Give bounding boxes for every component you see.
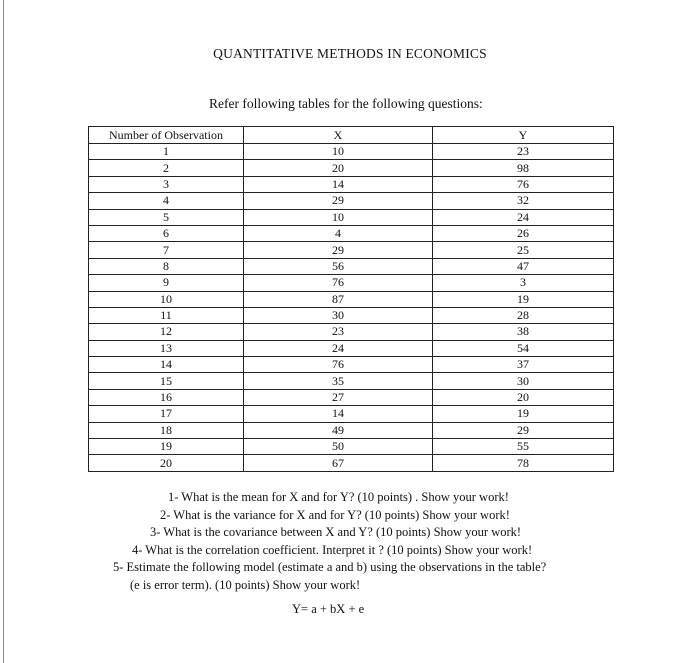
observation-number-cell: 13 bbox=[89, 340, 244, 356]
question-3: 3- What is the covariance between X and Y? (10 points) Show your work! bbox=[150, 525, 522, 540]
table-row bbox=[89, 455, 614, 471]
y-value-cell: 30 bbox=[433, 373, 614, 389]
observation-number-cell: 2 bbox=[89, 160, 244, 176]
header-y: Y bbox=[433, 127, 614, 144]
table-row bbox=[89, 209, 614, 225]
observation-table bbox=[88, 126, 614, 472]
table-row bbox=[89, 422, 614, 438]
observation-number-cell: 20 bbox=[89, 455, 244, 471]
y-value-cell: 25 bbox=[433, 242, 614, 258]
y-value-cell: 32 bbox=[433, 193, 614, 209]
table-row bbox=[89, 406, 614, 422]
y-value-cell: 19 bbox=[433, 406, 614, 422]
header-x: X bbox=[244, 127, 433, 144]
intro-text: Refer following tables for the following questions: bbox=[209, 96, 483, 111]
question-4: 4- What is the correlation coefficient. Interpret it ? (10 points) Show your work! bbox=[132, 542, 533, 557]
question-5: 5- Estimate the following model (estimate a and b) using the observations in the table? bbox=[113, 560, 547, 575]
x-value-cell: 50 bbox=[244, 439, 433, 455]
x-value-cell: 27 bbox=[244, 389, 433, 405]
observation-number-cell: 7 bbox=[89, 242, 244, 258]
y-value-cell: 76 bbox=[433, 176, 614, 192]
table-row bbox=[89, 160, 614, 176]
table-row bbox=[89, 389, 614, 405]
x-value-cell: 10 bbox=[244, 209, 433, 225]
observation-number-cell: 19 bbox=[89, 439, 244, 455]
observation-number-cell: 17 bbox=[89, 406, 244, 422]
x-value-cell: 30 bbox=[244, 307, 433, 323]
x-value-cell: 29 bbox=[244, 242, 433, 258]
table-row bbox=[89, 340, 614, 356]
page-edge-line bbox=[3, 0, 4, 663]
table-row bbox=[89, 373, 614, 389]
y-value-cell: 20 bbox=[433, 389, 614, 405]
observation-number-cell: 5 bbox=[89, 209, 244, 225]
table-row bbox=[89, 291, 614, 307]
y-value-cell: 78 bbox=[433, 455, 614, 471]
y-value-cell: 38 bbox=[433, 324, 614, 340]
observation-number-cell: 18 bbox=[89, 422, 244, 438]
observation-number-cell: 9 bbox=[89, 275, 244, 291]
y-value-cell: 55 bbox=[433, 439, 614, 455]
observation-number-cell: 4 bbox=[89, 193, 244, 209]
observation-number-cell: 14 bbox=[89, 357, 244, 373]
table-header-row bbox=[89, 127, 614, 144]
document-title: QUANTITATIVE METHODS IN ECONOMICS bbox=[213, 46, 487, 61]
x-value-cell: 76 bbox=[244, 275, 433, 291]
observation-number-cell: 12 bbox=[89, 324, 244, 340]
x-value-cell: 56 bbox=[244, 258, 433, 274]
y-value-cell: 37 bbox=[433, 357, 614, 373]
x-value-cell: 35 bbox=[244, 373, 433, 389]
table-row bbox=[89, 275, 614, 291]
observation-number-cell: 6 bbox=[89, 225, 244, 241]
table-row bbox=[89, 357, 614, 373]
question-2: 2- What is the variance for X and for Y? (10 points) Show your work! bbox=[160, 507, 510, 522]
table-body bbox=[89, 144, 614, 472]
x-value-cell: 23 bbox=[244, 324, 433, 340]
x-value-cell: 10 bbox=[244, 144, 433, 160]
observation-number-cell: 1 bbox=[89, 144, 244, 160]
table-row bbox=[89, 439, 614, 455]
x-value-cell: 87 bbox=[244, 291, 433, 307]
x-value-cell: 67 bbox=[244, 455, 433, 471]
header-observation: Number of Observation bbox=[89, 127, 244, 144]
x-value-cell: 20 bbox=[244, 160, 433, 176]
x-value-cell: 4 bbox=[244, 225, 433, 241]
observation-number-cell: 10 bbox=[89, 291, 244, 307]
x-value-cell: 49 bbox=[244, 422, 433, 438]
table-row bbox=[89, 225, 614, 241]
table-row bbox=[89, 242, 614, 258]
table-row bbox=[89, 193, 614, 209]
x-value-cell: 24 bbox=[244, 340, 433, 356]
table-row bbox=[89, 307, 614, 323]
y-value-cell: 29 bbox=[433, 422, 614, 438]
y-value-cell: 26 bbox=[433, 225, 614, 241]
y-value-cell: 23 bbox=[433, 144, 614, 160]
y-value-cell: 19 bbox=[433, 291, 614, 307]
x-value-cell: 76 bbox=[244, 357, 433, 373]
observation-number-cell: 11 bbox=[89, 307, 244, 323]
y-value-cell: 28 bbox=[433, 307, 614, 323]
observation-number-cell: 8 bbox=[89, 258, 244, 274]
table-row bbox=[89, 144, 614, 160]
observation-number-cell: 16 bbox=[89, 389, 244, 405]
y-value-cell: 54 bbox=[433, 340, 614, 356]
y-value-cell: 3 bbox=[433, 275, 614, 291]
x-value-cell: 29 bbox=[244, 193, 433, 209]
question-1: 1- What is the mean for X and for Y? (10 points) . Show your work! bbox=[168, 490, 509, 504]
y-value-cell: 98 bbox=[433, 160, 614, 176]
model-formula: Y= a + bX + e bbox=[292, 602, 365, 616]
x-value-cell: 14 bbox=[244, 406, 433, 422]
observation-number-cell: 15 bbox=[89, 373, 244, 389]
question-5-continued: (e is error term). (10 points) Show your work! bbox=[130, 578, 361, 592]
y-value-cell: 24 bbox=[433, 209, 614, 225]
table-row bbox=[89, 258, 614, 274]
y-value-cell: 47 bbox=[433, 258, 614, 274]
x-value-cell: 14 bbox=[244, 176, 433, 192]
table-row bbox=[89, 176, 614, 192]
table-row bbox=[89, 324, 614, 340]
observation-number-cell: 3 bbox=[89, 176, 244, 192]
